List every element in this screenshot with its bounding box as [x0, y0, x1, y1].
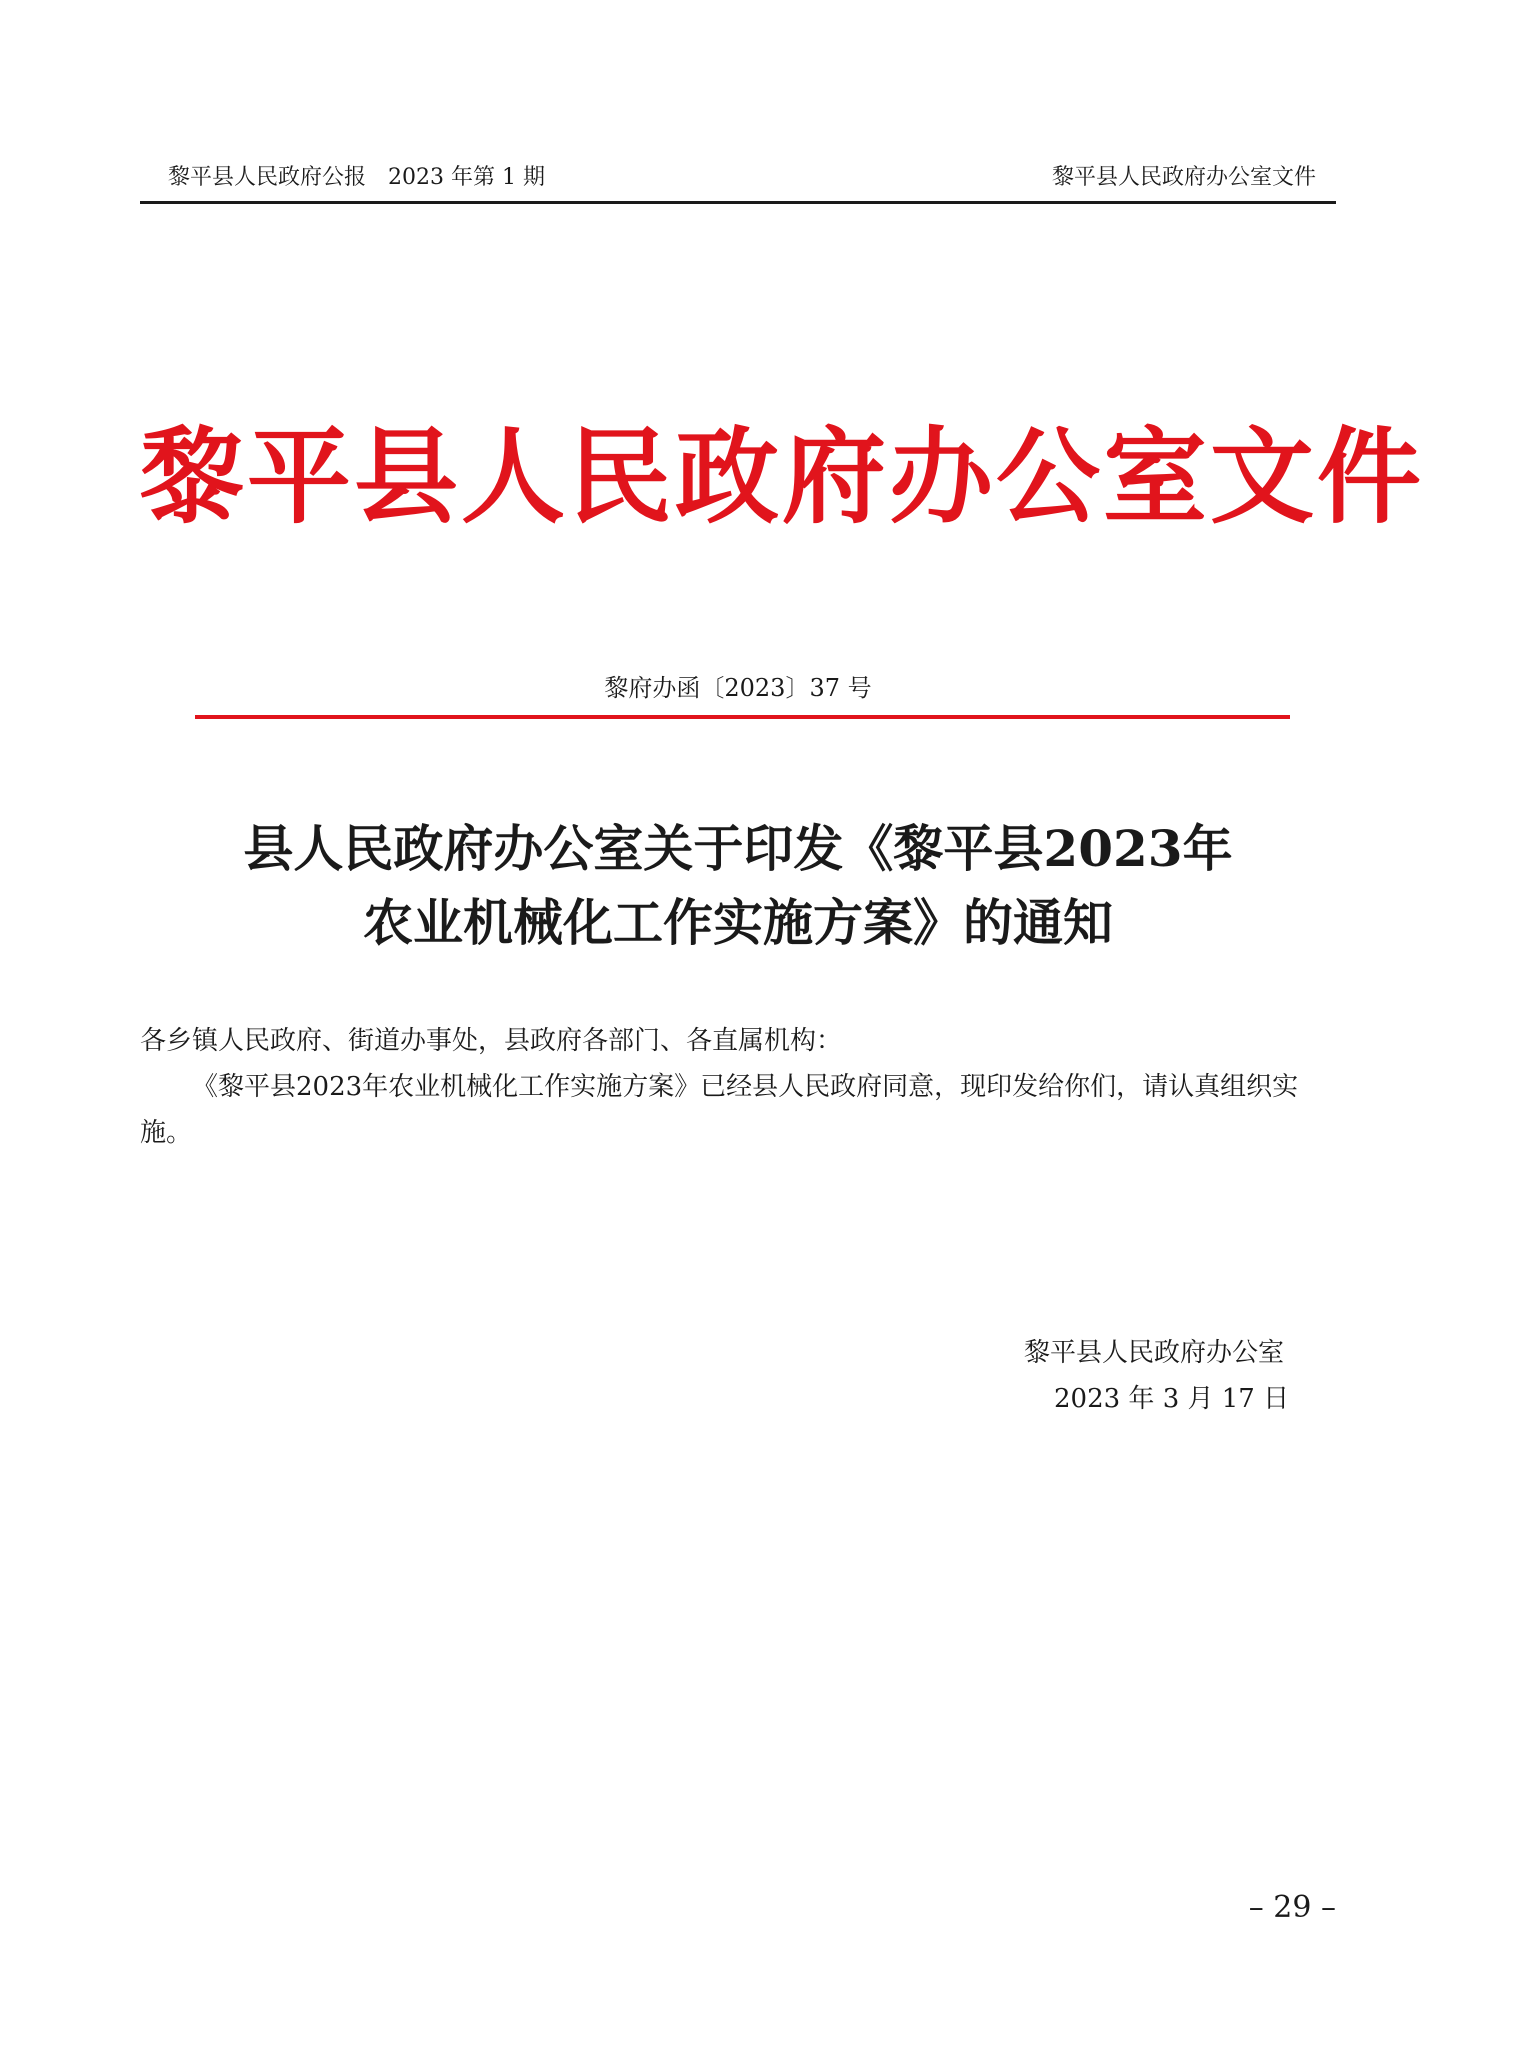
body-paragraph: 《黎平县2023年农业机械化工作实施方案》已经县人民政府同意，现印发给你们，请认真组织实施。: [140, 1072, 1299, 1148]
page-number: – 29 –: [1248, 1890, 1336, 1925]
issue-date: 2023 年 3 月 17 日: [1054, 1384, 1290, 1414]
salutation: 各乡镇人民政府、街道办事处，县政府各部门、各直属机构：: [140, 1026, 843, 1056]
document-title-line-1: 县人民政府办公室关于印发《黎平县2023年: [243, 819, 1233, 878]
gazette-issue-label: 黎平县人民政府公报 2023 年第 1 期: [168, 165, 545, 190]
document-type-label: 黎平县人民政府办公室文件: [1051, 165, 1316, 190]
document-number: 黎府办函〔2023〕37 号: [604, 674, 872, 702]
issuing-organization: 黎平县人民政府办公室: [1024, 1338, 1285, 1368]
header-divider: [140, 201, 1336, 204]
red-divider: [195, 715, 1290, 719]
document-title: [140, 812, 1336, 960]
document-title-line-2: 农业机械化工作实施方案》的通知: [363, 893, 1113, 952]
signature-block: [980, 1330, 1340, 1422]
masthead-title: 黎平县人民政府办公室文件: [140, 415, 1425, 538]
running-header: [140, 160, 1336, 200]
document-body: [140, 1018, 1336, 1156]
